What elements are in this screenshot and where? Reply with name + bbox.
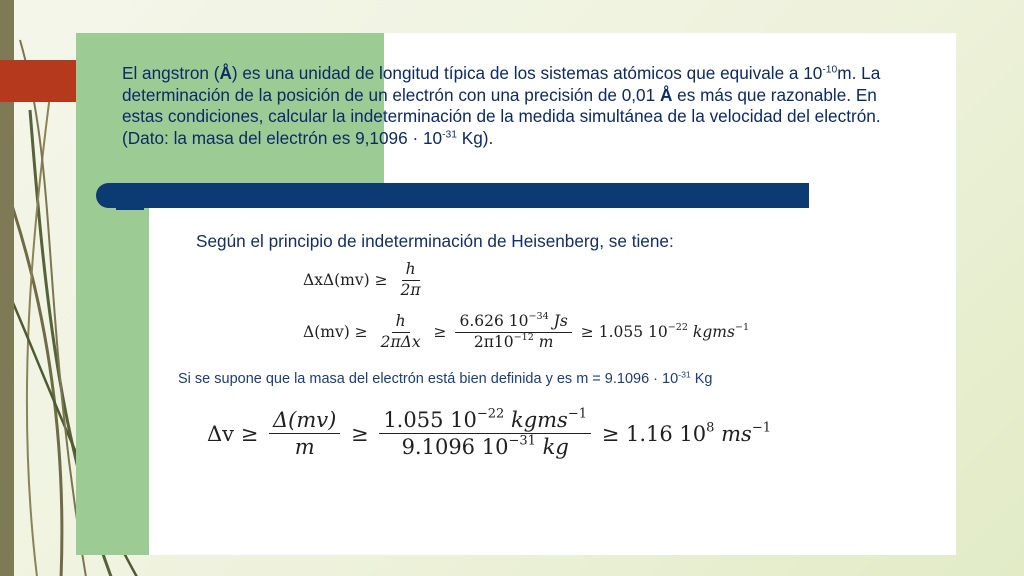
red-accent-tab (0, 60, 76, 102)
greater-equal-sign: ≥ (433, 323, 447, 342)
exponent: -10 (822, 64, 838, 76)
result-value: ≥ 1.16 10 (601, 421, 707, 446)
exponent: −12 (513, 331, 534, 343)
problem-text: es más que razonable. En estas condiciones, calcular la indeterminación de la medida simultánea de la velocidad del electrón. (Dato: la masa del electrón es 9,1096 · 10 (122, 84, 881, 148)
note-text: Kg (690, 371, 713, 387)
fraction-numerator (379, 408, 591, 434)
equation-lhs: Δ(mv) ≥ (303, 323, 368, 342)
fraction-numerator: h (402, 261, 420, 281)
fraction-denominator: 2π (400, 280, 421, 299)
fraction (269, 408, 340, 459)
problem-statement (122, 63, 912, 149)
angstrom-symbol: Å (659, 84, 673, 105)
fraction-numerator: h (392, 313, 410, 333)
greater-equal-sign: ≥ (351, 421, 369, 446)
unit: Js (548, 312, 568, 330)
exponent: −31 (508, 433, 536, 449)
exponent: −1 (751, 419, 771, 435)
exponent: −1 (567, 406, 588, 422)
unit: kgms (688, 323, 735, 342)
fraction-denominator (470, 333, 558, 352)
fraction-numerator: Δ(mv) (269, 408, 340, 434)
fraction-denominator (398, 434, 573, 459)
angstrom-symbol: Å (219, 63, 232, 83)
result (601, 419, 771, 446)
divider-bar (96, 183, 809, 208)
fraction (455, 310, 571, 352)
equation-velocity-uncertainty (207, 408, 771, 459)
result-value: ≥ 1.055 10 (580, 323, 668, 342)
unit: kgms (504, 408, 568, 432)
equation-lhs: ΔxΔ(mv) ≥ (303, 271, 388, 290)
fraction-numerator (455, 310, 571, 333)
exponent: -31 (678, 369, 691, 380)
equation-lhs: Δv ≥ (207, 421, 259, 446)
exponent: −22 (667, 322, 688, 334)
exponent: 8 (706, 419, 715, 435)
problem-text: El angstron ( (122, 63, 220, 83)
fraction (377, 313, 425, 352)
mass-assumption-note (178, 371, 713, 387)
slide-content (76, 33, 956, 555)
equation-momentum-uncertainty (303, 310, 750, 352)
divider-bar-tail (116, 205, 144, 210)
exponent: −34 (528, 310, 549, 322)
fraction-denominator: m (294, 435, 315, 460)
problem-text: ) es una unidad de longitud típica de los sistemas atómicos que equivale a 10 (231, 63, 823, 83)
solution-intro: Según el principio de indeterminación de Heisenberg, se tiene: (196, 231, 674, 251)
equation-uncertainty-principle (303, 261, 429, 300)
exponent: -31 (442, 128, 457, 140)
exponent: −22 (476, 406, 505, 422)
unit: m (533, 332, 554, 351)
denominator-value: 2π10 (473, 332, 514, 351)
problem-text: m. La determinación de la posición de un electrón con una precisión de 0,01 (122, 63, 881, 105)
result (581, 323, 749, 341)
denominator-value: 9.1096 10 (401, 435, 509, 460)
fraction (379, 408, 591, 459)
fraction (397, 261, 425, 300)
numerator-value: 6.626 10 (459, 312, 529, 330)
unit: ms (714, 421, 752, 446)
note-text: Si se supone que la masa del electrón está bien definida y es m = 9.1096 · 10 (178, 371, 679, 387)
fraction-denominator: 2πΔx (380, 332, 421, 351)
problem-text: Kg). (456, 127, 494, 148)
exponent: −1 (734, 322, 750, 334)
numerator-value: 1.055 10 (383, 408, 477, 432)
unit: kg (535, 435, 569, 460)
